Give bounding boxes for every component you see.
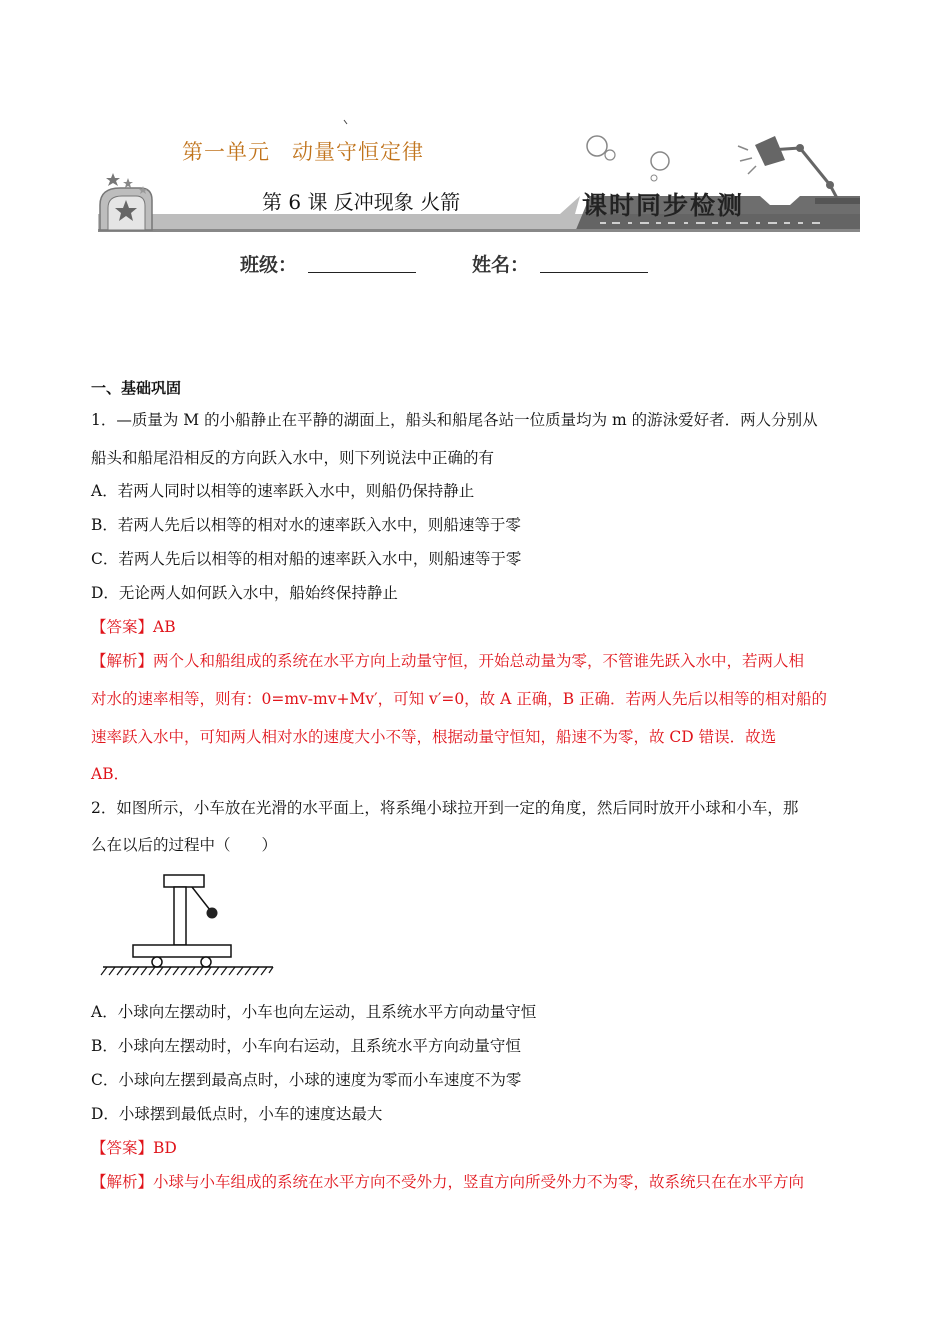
q1-stem-line2: 船头和船尾沿相反的方向跃入水中，则下列说法中正确的有 <box>91 449 495 467</box>
unit-title: 第一单元 动量守恒定律 <box>182 140 424 164</box>
header-banner <box>0 0 950 300</box>
analysis-tag: 【解析】 <box>91 1173 154 1191</box>
star-emblem-icon <box>100 173 152 230</box>
class-blank[interactable] <box>308 250 416 273</box>
q2-analysis-line1 <box>91 1172 804 1192</box>
answer-tag: 【答案】 <box>91 618 154 636</box>
q2-option-b: B．小球向左摆动时，小车向右运动，且系统水平方向动量守恒 <box>91 1037 521 1055</box>
q1-option-d: D．无论两人如何跃入水中，船始终保持静止 <box>91 584 398 602</box>
banner-text: 课时同步检测 <box>582 191 745 220</box>
name-label: 姓名： <box>472 254 530 276</box>
answer-value: AB <box>153 618 176 636</box>
q2-option-c: C．小球向左摆到最高点时，小球的速度为零而小车速度不为零 <box>91 1071 522 1089</box>
q1-option-a: A．若两人同时以相等的速率跃入水中，则船仍保持静止 <box>91 482 475 500</box>
analysis-text: 两个人和船组成的系统在水平方向上动量守恒，开始总动量为零，不管谁先跃入水中，若两人相 <box>153 652 805 670</box>
q1-option-c: C．若两人先后以相等的相对船的速率跃入水中，则船速等于零 <box>91 550 522 568</box>
q1-analysis-line1 <box>91 651 804 671</box>
analysis-text: 小球与小车组成的系统在水平方向不受外力，竖直方向所受外力不为零，故系统只在在水平方向 <box>153 1173 805 1191</box>
q2-option-a: A．小球向左摆动时，小车也向左运动，且系统水平方向动量守恒 <box>91 1003 537 1021</box>
q1-analysis-line3: 速率跃入水中，可知两人相对水的速度大小不等，根据动量守恒知，船速不为零，故 CD 错误．故选 <box>91 728 777 746</box>
q1-analysis-line4: AB． <box>91 765 130 783</box>
class-label: 班级： <box>240 254 298 276</box>
answer-value: BD <box>153 1139 177 1157</box>
q1-analysis-line2: 对水的速率相等，则有：0=mv-mv+Mv′，可知 v′=0，故 A 正确，B 正确．若两人先后以相等的相对船的 <box>91 690 828 708</box>
q2-stem-line2: 么在以后的过程中（ ） <box>91 836 278 854</box>
section-title: 一、基础巩固 <box>91 379 182 397</box>
q2-stem-line1: 2．如图所示，小车放在光滑的水平面上，将系绳小球拉开到一定的角度，然后同时放开小球和小车，那 <box>91 799 799 817</box>
name-blank[interactable] <box>540 250 648 273</box>
lesson-title: 第 6 课 反冲现象 火箭 <box>262 190 461 214</box>
q2-answer <box>91 1138 177 1158</box>
q2-option-d: D．小球摆到最低点时，小车的速度达最大 <box>91 1105 383 1123</box>
analysis-tag: 【解析】 <box>91 652 154 670</box>
q1-option-b: B．若两人先后以相等的相对水的速率跃入水中，则船速等于零 <box>91 516 521 534</box>
cart-pendulum-figure <box>95 868 285 983</box>
q1-answer <box>91 617 176 637</box>
q1-stem-line1: 1．—质量为 M 的小船静止在平静的湖面上，船头和船尾各站一位质量均为 m 的游泳爱好者．两人分别从 <box>91 411 818 429</box>
answer-tag: 【答案】 <box>91 1139 154 1157</box>
